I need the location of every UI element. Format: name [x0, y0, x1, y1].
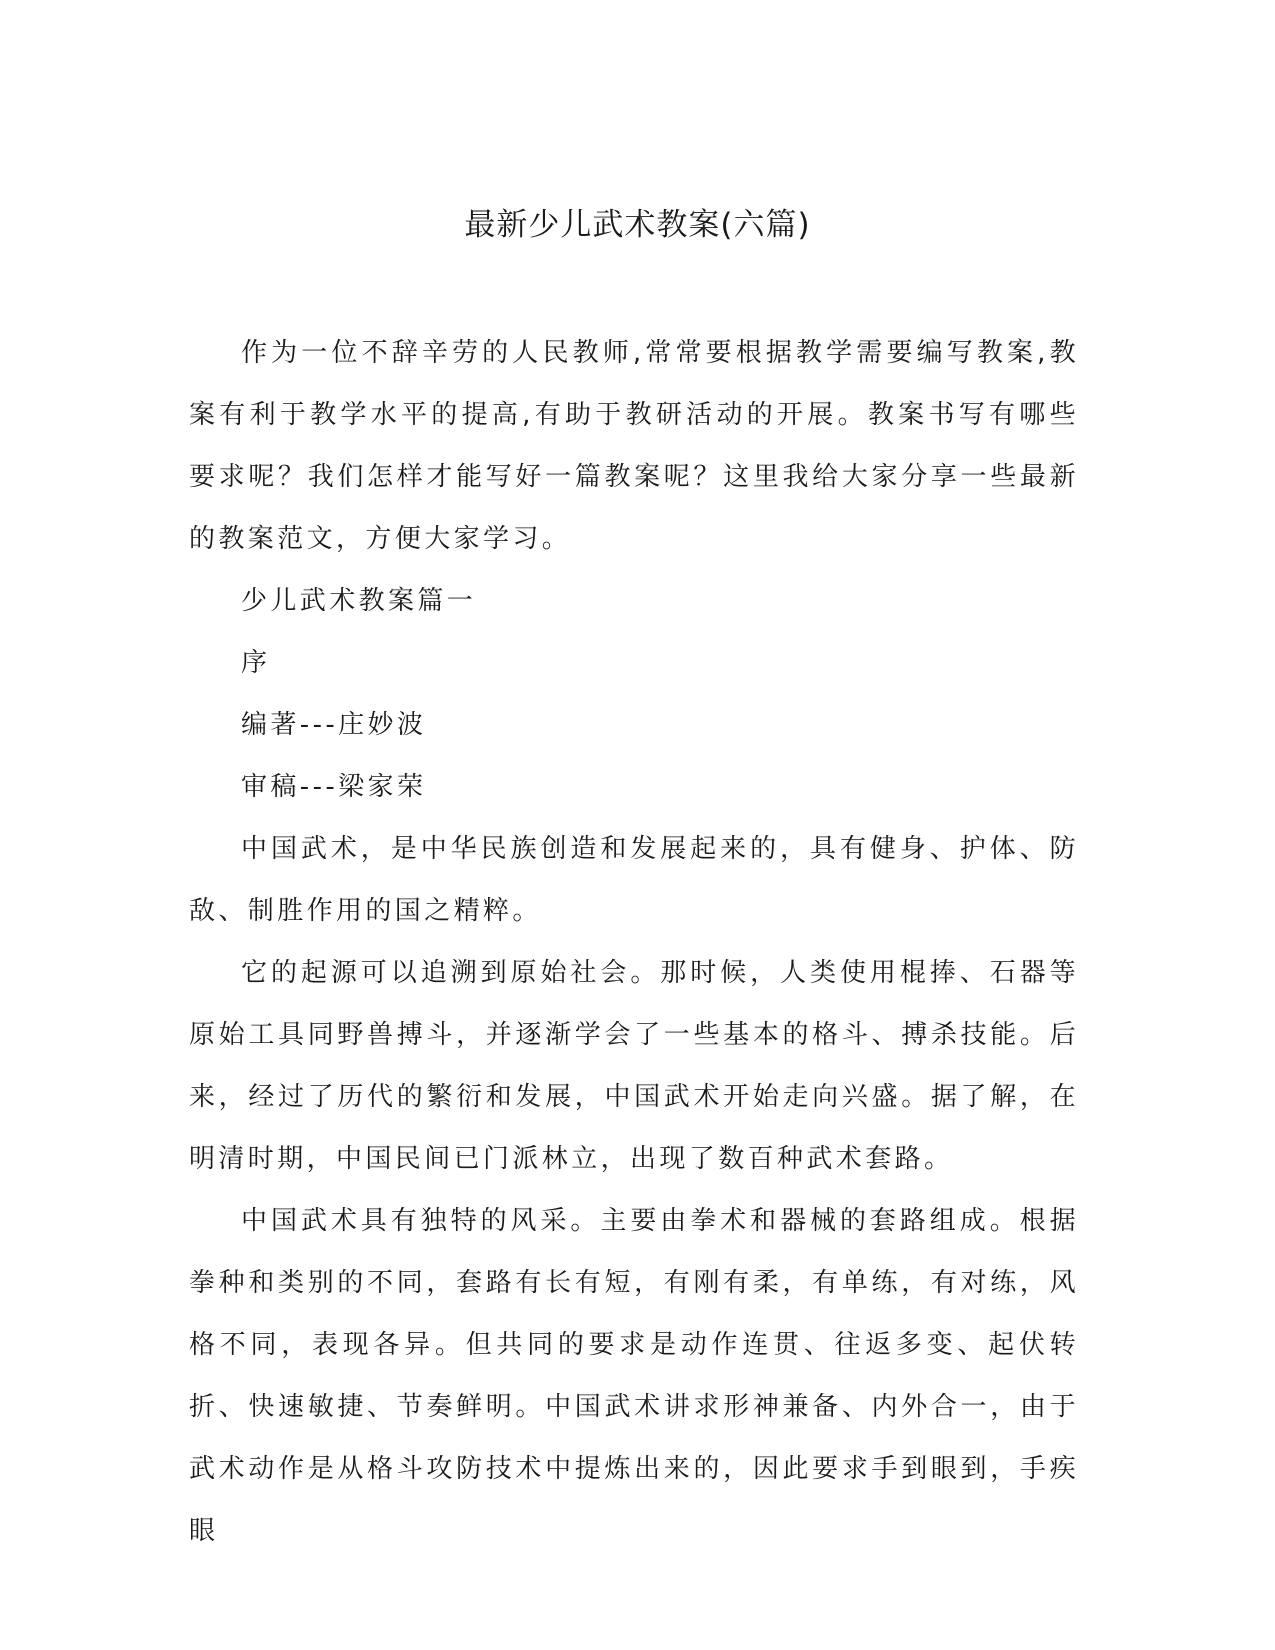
- body-paragraph: 中国武术具有独特的风采。主要由拳术和器械的套路组成。根据拳种和类别的不同，套路有长有短，有刚有柔，有单练，有对练，风格不同，表现各异。但共同的要求是动作连贯、往返多变、起伏转折、快速敏捷、节奏鲜明。中国武术讲求形神兼备、内外合一，由于武术动作是从格斗攻防技术中提炼出来的，因此要求手到眼到，手疾眼: [189, 1206, 1079, 1546]
- author-line: 编著---庄妙波: [241, 710, 427, 740]
- document-body: [189, 322, 1079, 1562]
- body-paragraph: 中国武术，是中华民族创造和发展起来的，具有健身、护体、防敌、制胜作用的国之精粹。: [189, 834, 1079, 926]
- preface-heading: 序: [241, 648, 271, 678]
- intro-paragraph: 作为一位不辞辛劳的人民教师,常常要根据教学需要编写教案,教案有利于教学水平的提高,有助于教研活动的开展。教案书写有哪些要求呢？我们怎样才能写好一篇教案呢？这里我给大家分享一些最新的教案范文，方便大家学习。: [189, 338, 1079, 554]
- reviewer-line: 审稿---梁家荣: [241, 772, 427, 802]
- section-heading: 少儿武术教案篇一: [241, 586, 477, 616]
- body-paragraph: 它的起源可以追溯到原始社会。那时候，人类使用棍捧、石器等原始工具同野兽搏斗，并逐渐学会了一些基本的格斗、搏杀技能。后来，经过了历代的繁衍和发展，中国武术开始走向兴盛。据了解，在明清时期，中国民间已门派林立，出现了数百种武术套路。: [189, 958, 1079, 1174]
- document-title: 最新少儿武术教案(六篇): [464, 207, 811, 243]
